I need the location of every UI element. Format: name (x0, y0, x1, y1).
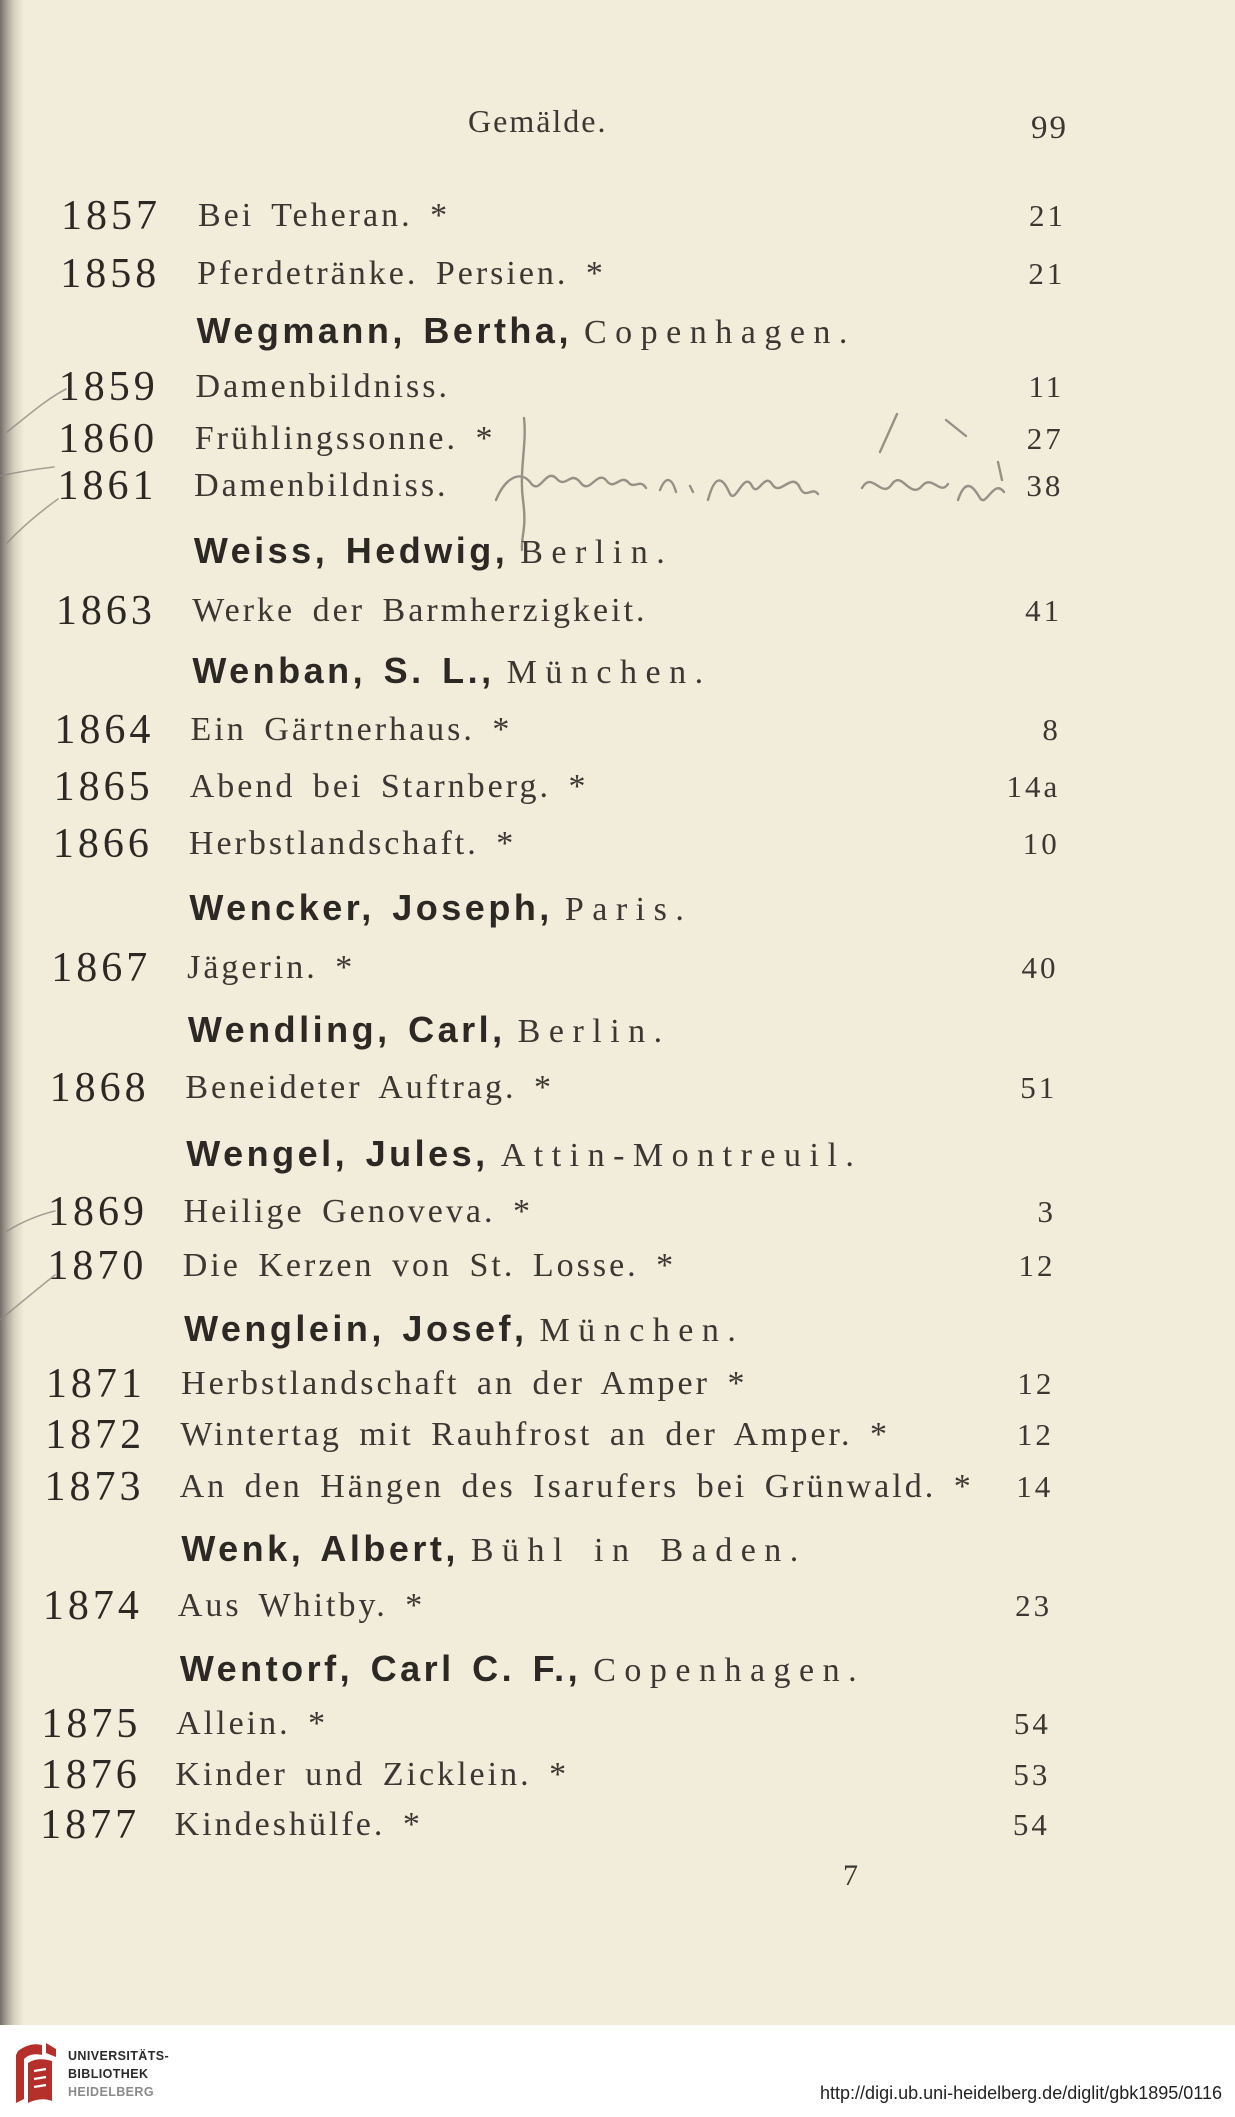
catalogue-entry (0, 1699, 1235, 1749)
catalogue-entry (0, 249, 1235, 299)
artwork-title: Damenbildniss. (195, 368, 450, 405)
artist-place: Berlin. (517, 1013, 671, 1050)
catalogue-entry (0, 1800, 1235, 1850)
plate-reference: 54 (1012, 1807, 1050, 1842)
artwork-title: An den Hängen des Isarufers bei Grünwald. * (179, 1468, 974, 1505)
artist-name: Wenglein, Josef, (184, 1308, 528, 1349)
artwork-title: Damenbildniss. (194, 467, 449, 504)
plate-reference: 10 (1022, 826, 1060, 861)
catalogue-entry (0, 705, 1235, 755)
library-logo-icon (12, 2037, 62, 2109)
artwork-title: Beneideter Auftrag. * (185, 1069, 554, 1106)
artist-name: Wengel, Jules, (186, 1133, 489, 1174)
plate-reference: 12 (1017, 1366, 1055, 1401)
artwork-title: Herbstlandschaft an der Amper * (181, 1365, 748, 1402)
catalogue-number: 1866 (52, 821, 153, 867)
artwork-title: Werke der Barmherzigkeit. (192, 592, 648, 629)
catalogue-entry (0, 1750, 1235, 1800)
catalogue-number: 1861 (57, 463, 158, 509)
artist-heading-line (188, 1005, 671, 1055)
artist-heading (0, 306, 1235, 356)
catalogue-entry (0, 414, 1235, 464)
catalogue-entry (0, 1187, 1235, 1237)
artwork-title: Ein Gärtnerhaus. * (190, 711, 513, 748)
catalogue-number: 1857 (61, 193, 161, 239)
catalogue-entry (0, 362, 1235, 412)
catalogue-entry (0, 1581, 1235, 1631)
digitization-footer (0, 2025, 1235, 2117)
artist-heading (0, 1005, 1235, 1055)
logo-line-universitaets: UNIVERSITÄTS- (68, 2049, 170, 2063)
catalogue-number: 1877 (40, 1802, 141, 1848)
catalogue-entry (0, 191, 1235, 241)
artist-place: München. (506, 654, 712, 691)
plate-reference: 54 (1013, 1706, 1051, 1741)
artist-heading (0, 646, 1235, 696)
catalogue-entry (0, 1410, 1235, 1460)
artist-heading-line (186, 1129, 862, 1179)
artwork-title: Wintertag mit Rauhfrost an der Amper. * (180, 1416, 890, 1453)
artwork-title: Abend bei Starnberg. * (189, 768, 589, 805)
artist-heading-line (189, 883, 692, 933)
catalogue-number: 1876 (40, 1752, 141, 1798)
catalogue-entry (0, 762, 1235, 812)
artist-place: Copenhagen. (593, 1652, 866, 1689)
artist-heading (0, 1644, 1235, 1694)
page-number: 99 (1031, 110, 1068, 146)
catalogue-entry (0, 1462, 1235, 1512)
artwork-title: Kindeshülfe. * (174, 1806, 423, 1843)
plate-reference: 12 (1016, 1417, 1054, 1452)
artist-heading-line (192, 646, 711, 696)
artwork-title: Die Kerzen von St. Losse. * (182, 1247, 677, 1284)
catalogue-entry (0, 1063, 1235, 1113)
plate-reference: 12 (1018, 1248, 1056, 1283)
catalogue-number: 1872 (45, 1412, 146, 1458)
catalogue-number: 1865 (53, 764, 154, 810)
plate-reference: 53 (1013, 1757, 1051, 1792)
catalogue-entry (0, 1241, 1235, 1291)
artist-heading-line (181, 1524, 806, 1574)
plate-reference: 14a (1006, 769, 1061, 804)
catalogue-number: 1867 (51, 945, 152, 991)
artwork-title: Bei Teheran. * (198, 197, 451, 234)
source-url: http://digi.ub.uni-heidelberg.de/diglit/gbk1895/0116 (820, 2083, 1222, 2103)
catalogue-entry (0, 586, 1235, 636)
plate-reference: 14 (1016, 1469, 1054, 1504)
signature-mark: 7 (843, 1859, 858, 1892)
artwork-title: Aus Whitby. * (177, 1587, 426, 1624)
artist-heading-line (197, 306, 856, 356)
catalogue-number: 1860 (58, 416, 159, 462)
artist-heading-line (194, 526, 673, 576)
catalogue-entry (0, 943, 1235, 993)
artist-name: Wenban, S. L., (192, 650, 495, 691)
catalogue-number: 1864 (54, 707, 155, 753)
plate-reference: 11 (1028, 369, 1065, 404)
plate-reference: 51 (1020, 1070, 1058, 1105)
plate-reference: 41 (1025, 593, 1063, 628)
library-logo-text (68, 2047, 169, 2101)
artist-name: Wentorf, Carl C. F., (179, 1648, 582, 1689)
plate-reference: 8 (1042, 712, 1061, 747)
artist-heading-line (180, 1644, 865, 1694)
catalogue-number: 1873 (44, 1464, 145, 1510)
artist-heading-line (184, 1304, 744, 1354)
artist-heading (0, 1304, 1235, 1354)
logo-line-heidelberg: HEIDELBERG (68, 2085, 154, 2099)
artist-place: Attin-Montreuil. (500, 1137, 863, 1174)
catalogue-entry (0, 1359, 1235, 1409)
plate-reference: 40 (1021, 950, 1059, 985)
artist-name: Wenk, Albert, (181, 1528, 459, 1569)
catalogue-number: 1858 (60, 251, 161, 297)
catalogue-number: 1875 (41, 1701, 142, 1747)
artist-heading (0, 526, 1235, 576)
artwork-title: Pferdetränke. Persien. * (197, 255, 606, 292)
catalogue-number: 1869 (48, 1189, 149, 1235)
artwork-title: Jägerin. * (187, 949, 356, 986)
catalogue-entry (0, 461, 1235, 511)
artist-heading (0, 1524, 1235, 1574)
artist-name: Wendling, Carl, (187, 1009, 506, 1050)
artwork-title: Allein. * (176, 1705, 329, 1742)
plate-reference: 23 (1015, 1588, 1053, 1623)
plate-reference: 38 (1026, 468, 1064, 503)
artist-place: Bühl in Baden. (470, 1532, 807, 1569)
artist-place: Berlin. (520, 534, 674, 571)
running-head: Gemälde. (468, 103, 608, 139)
catalogue-number: 1871 (45, 1361, 146, 1407)
catalogue-number: 1874 (42, 1583, 143, 1629)
artwork-title: Heilige Genoveva. * (183, 1193, 533, 1230)
catalogue-number: 1870 (47, 1243, 148, 1289)
logo-line-bibliothek: BIBLIOTHEK (68, 2067, 149, 2081)
artwork-title: Frühlingssonne. * (194, 420, 496, 457)
artist-heading (0, 883, 1235, 933)
plate-reference: 21 (1028, 256, 1066, 291)
catalogue-entry (0, 819, 1235, 869)
artist-name: Wencker, Joseph, (189, 887, 553, 928)
catalogue-number: 1868 (49, 1065, 150, 1111)
artist-heading (0, 1129, 1235, 1179)
artist-place: Copenhagen. (583, 314, 856, 351)
catalogue-number: 1859 (58, 364, 159, 410)
catalogue-number: 1863 (55, 588, 156, 634)
artwork-title: Kinder und Zicklein. * (175, 1756, 570, 1793)
artist-name: Weiss, Hedwig, (193, 530, 509, 571)
plate-reference: 27 (1026, 421, 1064, 456)
artist-place: München. (539, 1312, 745, 1349)
artist-name: Wegmann, Bertha, (196, 310, 572, 351)
plate-reference: 21 (1029, 198, 1066, 233)
artwork-title: Herbstlandschaft. * (188, 825, 517, 862)
artist-place: Paris. (564, 891, 693, 928)
plate-reference: 3 (1037, 1194, 1057, 1229)
